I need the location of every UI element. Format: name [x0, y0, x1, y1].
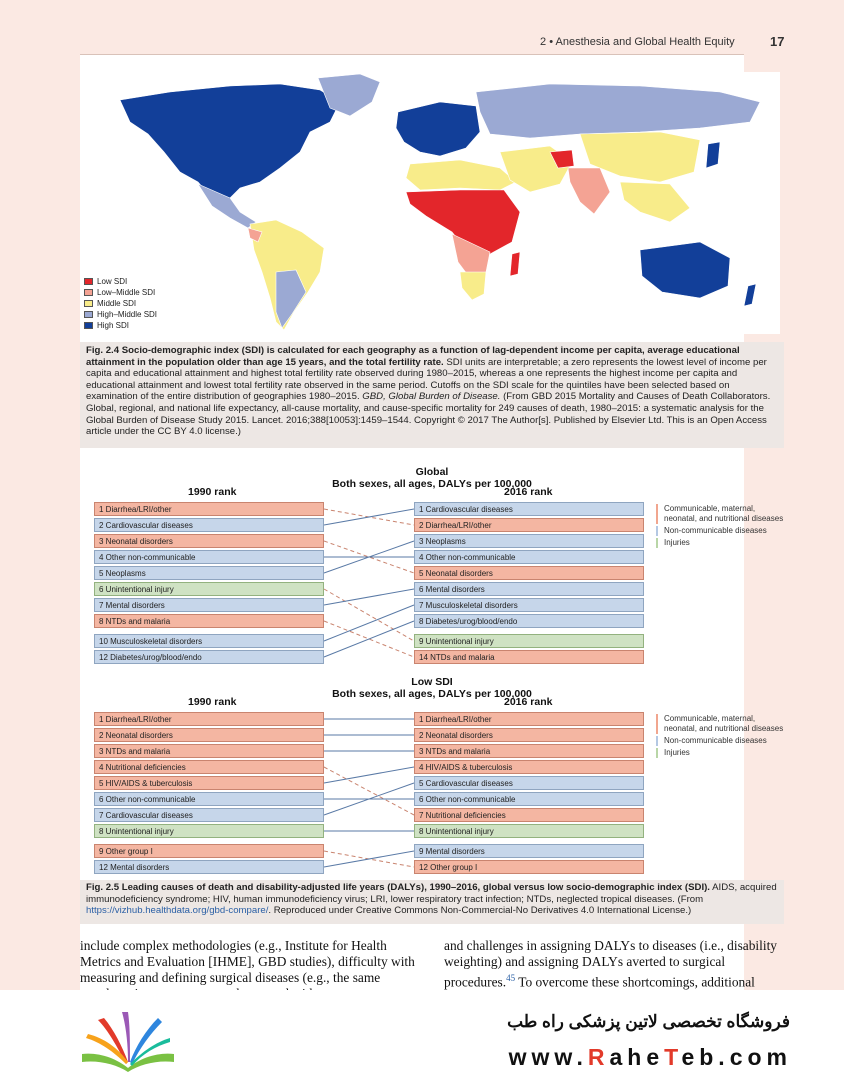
legend-item	[84, 309, 157, 320]
low-1990-rank-10: 12 Mental disorders	[94, 860, 324, 874]
low-2016-rank-2: 2 Neonatal disorders	[414, 728, 644, 742]
legend-label: Middle SDI	[97, 299, 137, 308]
brand-url	[420, 1044, 792, 1071]
global-panel-title: Global	[415, 466, 449, 478]
book-logo-icon	[78, 1008, 178, 1074]
key-swatch	[656, 526, 658, 536]
url-part: www.	[508, 1044, 588, 1070]
legend-label: Low–Middle SDI	[97, 288, 156, 297]
caption-label: Fig. 2.4	[86, 345, 120, 356]
global-2016-rank-8: 8 Diabetes/urog/blood/endo	[414, 614, 644, 628]
key-item	[656, 748, 784, 758]
legend-label: High SDI	[97, 321, 130, 330]
url-part: T	[664, 1044, 682, 1070]
low-panel-title: Low SDI	[411, 676, 453, 688]
global-2016-rank-5: 5 Neonatal disorders	[414, 566, 644, 580]
key-label: Non-communicable diseases	[664, 526, 767, 535]
caption-bold-text: Socio-demographic index (SDI) is calculated for each geography as a function of lag-dependent income per capita, average educational attainment in the population older than age 15 years, and the total fertility rate.	[86, 345, 740, 368]
low-key	[656, 714, 784, 760]
low-left-header: 1990 rank	[188, 696, 237, 708]
caption-source-prefix: (From	[677, 893, 704, 905]
global-1990-rank-10: 12 Diabetes/urog/blood/endo	[94, 650, 324, 664]
url-part: ahe	[609, 1044, 665, 1070]
header-bullet: •	[549, 36, 554, 48]
reference-45[interactable]: 45	[506, 973, 516, 983]
global-1990-rank-5: 5 Neoplasms	[94, 566, 324, 580]
key-item	[656, 538, 784, 548]
caption-bold-text: Leading causes of death and disability-adjusted life years (DALYs), 1990–2016, global versus low socio-demographic index (SDI).	[121, 882, 710, 893]
legend-item	[84, 298, 157, 309]
low-right-header: 2016 rank	[504, 696, 553, 708]
low-1990-rank-2: 2 Neonatal disorders	[94, 728, 324, 742]
low-panel-subtitle: Both sexes, all ages, DALYs per 100,000	[332, 688, 532, 700]
legend-swatch	[84, 300, 93, 307]
low-2016-rank-10: 12 Other group I	[414, 860, 644, 874]
key-swatch	[656, 736, 658, 746]
low-1990-rank-3: 3 NTDs and malaria	[94, 744, 324, 758]
header-rule	[80, 54, 744, 55]
low-rank-connector	[324, 767, 414, 815]
global-left-header: 1990 rank	[188, 486, 237, 498]
key-label: Communicable, maternal, neonatal, and nutritional diseases	[664, 504, 784, 523]
legend-item	[84, 287, 157, 298]
page-number: 17	[770, 34, 785, 49]
global-2016-rank-6: 6 Mental disorders	[414, 582, 644, 596]
legend-item	[84, 320, 157, 331]
legend-swatch	[84, 311, 93, 318]
global-1990-rank-9: 10 Musculoskeletal disorders	[94, 634, 324, 648]
legend-item	[84, 276, 157, 287]
world-sdi-map	[80, 72, 780, 334]
low-2016-rank-3: 3 NTDs and malaria	[414, 744, 644, 758]
low-2016-rank-7: 7 Nutritional deficiencies	[414, 808, 644, 822]
figure-2-4-caption	[80, 342, 784, 448]
global-2016-rank-2: 2 Diarrhea/LRI/other	[414, 518, 644, 532]
global-2016-rank-9: 9 Unintentional injury	[414, 634, 644, 648]
low-rank-connector	[324, 767, 414, 783]
caption-source-suffix: . Reproduced under Creative Commons Non-Commercial-No Derivatives 4.0 International License.)	[268, 905, 692, 916]
source-link[interactable]: https://vizhub.healthdata.org/gbd-compare/	[86, 905, 269, 916]
figure-2-5	[80, 462, 784, 882]
low-2016-rank-5: 5 Cardiovascular diseases	[414, 776, 644, 790]
low-2016-rank-4: 4 HIV/AIDS & tuberculosis	[414, 760, 644, 774]
body-text-b: To overcome these shortcomings, additional	[518, 974, 755, 990]
global-panel-subtitle: Both sexes, all ages, DALYs per 100,000	[332, 478, 532, 490]
caption-text: AIDS, acquired immunodeficiency syndrome; HIV, human immunodeficiency virus; LRI, lower respiratory tract infection; NTDs, neglected tropical diseases.	[86, 882, 777, 905]
key-item	[656, 714, 784, 734]
global-1990-rank-8: 8 NTDs and malaria	[94, 614, 324, 628]
url-part: eb.com	[681, 1044, 792, 1070]
caption-source: (From GBD 2015 Mortality and Causes of Death Collaborators. Global, regional, and national life expectancy, all-cause mortality, and cause-specific mortality for 249 causes of death, 1980–2015: a systematic analysis for the Global Burden of Disease Study 2015. Lancet. 2016;388[10053]:1459–1544. Copyright © 2017 The Author[s]. Published by Elsevier Ltd. This is an Open Access article under the CC BY 4.0 license.)	[86, 391, 771, 438]
key-swatch	[656, 714, 658, 734]
key-label: Communicable, maternal, neonatal, and nutritional diseases	[664, 714, 784, 733]
map-legend	[84, 276, 157, 331]
low-2016-rank-6: 6 Other non-communicable	[414, 792, 644, 806]
low-1990-rank-6: 6 Other non-communicable	[94, 792, 324, 806]
low-2016-rank-8: 8 Unintentional injury	[414, 824, 644, 838]
legend-label: High–Middle SDI	[97, 310, 158, 319]
global-1990-rank-3: 3 Neonatal disorders	[94, 534, 324, 548]
global-1990-rank-4: 4 Other non-communicable	[94, 550, 324, 564]
running-header	[540, 36, 735, 48]
low-2016-rank-9: 9 Mental disorders	[414, 844, 644, 858]
global-key	[656, 504, 784, 550]
low-1990-rank-8: 8 Unintentional injury	[94, 824, 324, 838]
chapter-number: 2	[540, 36, 547, 48]
global-2016-rank-10: 14 NTDs and malaria	[414, 650, 644, 664]
key-item	[656, 504, 784, 524]
caption-text: SDI units are interpretable; a zero represents the lowest level of income per capita and educational attainment and highest total fertility rate observed during 1980–2015, whereas a one represents the highest income per capita and educational attainment and lowest total fertility rate observed in the same period. Cutoffs on the SDI scale for the quintiles have been selected based on examination of the entire distribution of geographies 1980–2015.	[86, 356, 767, 403]
figure-2-5-caption	[80, 880, 784, 924]
key-swatch	[656, 748, 658, 758]
legend-swatch	[84, 278, 93, 285]
key-label: Injuries	[664, 748, 690, 757]
body-text-a: and challenges in assigning DALYs to diseases (i.e., disability weighting) and assigning DALYs averted to surgical procedures.	[444, 938, 777, 990]
key-label: Injuries	[664, 538, 690, 547]
map-japan	[706, 142, 720, 168]
global-right-header: 2016 rank	[504, 486, 553, 498]
global-1990-rank-7: 7 Mental disorders	[94, 598, 324, 612]
global-1990-rank-1: 1 Diarrhea/LRI/other	[94, 502, 324, 516]
caption-abbrev: GBD, Global Burden of Disease.	[362, 391, 501, 403]
global-rank-connector	[324, 605, 414, 641]
low-1990-rank-1: 1 Diarrhea/LRI/other	[94, 712, 324, 726]
legend-swatch	[84, 289, 93, 296]
caption-label: Fig. 2.5	[86, 882, 120, 893]
legend-label: Low SDI	[97, 277, 128, 286]
low-1990-rank-5: 5 HIV/AIDS & tuberculosis	[94, 776, 324, 790]
key-item	[656, 736, 784, 746]
global-2016-rank-3: 3 Neoplasms	[414, 534, 644, 548]
url-part: R	[587, 1044, 610, 1070]
global-2016-rank-1: 1 Cardiovascular diseases	[414, 502, 644, 516]
low-1990-rank-9: 9 Other group I	[94, 844, 324, 858]
global-1990-rank-2: 2 Cardiovascular diseases	[94, 518, 324, 532]
body-left-column: include complex methodologies (e.g., Institute for Health Metrics and Evaluation [IHME], GBD studies), difficulty with measuring and defining surgical diseases (e.g., the same	[80, 938, 415, 985]
global-1990-rank-6: 6 Unintentional injury	[94, 582, 324, 596]
key-swatch	[656, 538, 658, 548]
key-item	[656, 526, 784, 536]
brand-persian-name: فروشگاه تخصصی لاتین پزشکی راه طب	[507, 1012, 790, 1031]
key-swatch	[656, 504, 658, 524]
key-label: Non-communicable diseases	[664, 736, 767, 745]
chapter-title: Anesthesia and Global Health Equity	[555, 36, 735, 48]
global-2016-rank-7: 7 Musculoskeletal disorders	[414, 598, 644, 612]
low-1990-rank-4: 4 Nutritional deficiencies	[94, 760, 324, 774]
legend-swatch	[84, 322, 93, 329]
global-2016-rank-4: 4 Other non-communicable	[414, 550, 644, 564]
low-1990-rank-7: 7 Cardiovascular diseases	[94, 808, 324, 822]
low-2016-rank-1: 1 Diarrhea/LRI/other	[414, 712, 644, 726]
